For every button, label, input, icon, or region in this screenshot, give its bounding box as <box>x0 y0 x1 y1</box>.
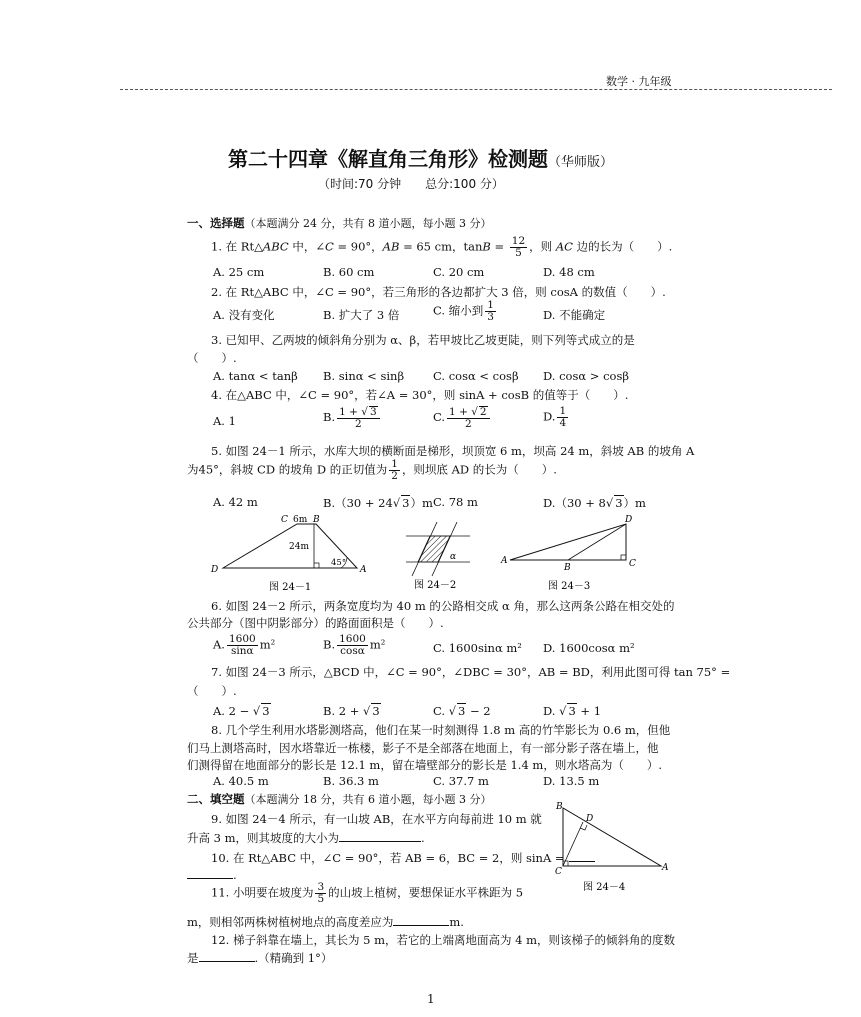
denominator: 5 <box>515 247 522 260</box>
q10-text: . <box>233 868 237 882</box>
q1-text: 1. 在 Rt△ <box>211 239 263 254</box>
title-main: 第二十四章《解直角三角形》检测题 <box>228 147 548 171</box>
q10-answer-blank-cont[interactable] <box>187 866 233 879</box>
q6-option-b <box>323 634 385 657</box>
label-alpha: α <box>450 552 457 562</box>
q4-d-label: D. <box>543 409 556 424</box>
denominator: 5 <box>317 893 325 906</box>
q7-c-text: − 2 <box>466 704 491 718</box>
radicand: 3 <box>568 704 576 718</box>
label-d: D <box>625 515 633 525</box>
page-number: 1 <box>427 992 435 1006</box>
numerator: 3 <box>317 881 325 893</box>
label-d: D <box>211 565 219 575</box>
question-12-line1: 12. 梯子斜靠在墙上，其长为 5 m，若它的上端离地面高为 4 m，则该梯子的倾斜角的度数 <box>211 933 676 947</box>
triangle-adc <box>510 524 626 560</box>
label-a: A <box>360 565 367 575</box>
question-6-line2: 公共部分（图中阴影部分）的路面面积是（ ）. <box>187 616 444 630</box>
question-8-line1: 8. 几个学生利用水塔影测塔高，他们在某一时刻测得 1.8 m 高的竹竿影长为 0.6 m，但他 <box>211 723 671 737</box>
triangle-abc <box>563 808 661 866</box>
caption-24-3: 图 24－3 <box>548 581 591 592</box>
label-angle: 45° <box>331 558 347 568</box>
num-text: 1 + <box>339 406 362 418</box>
q2-option-b: B. 扩大了 3 倍 <box>323 308 400 322</box>
q5-option-d: D.（30 + 8√ 3）m <box>543 496 646 510</box>
label-a: A <box>662 863 669 873</box>
question-8-line2: 们马上测塔高时，因水塔靠近一栋楼，影子不是全部落在地面上，有一部分影子落在墙上，他 <box>187 741 659 755</box>
figure-24-1 <box>205 512 370 592</box>
q2-option-c <box>433 300 498 323</box>
section-fill <box>187 791 491 807</box>
figure-24-2 <box>400 520 475 594</box>
question-5-line1: 5. 如图 24－1 所示，水库大坝的横断面是梯形，坝顶宽 6 m，坝高 24 m，斜坡 AB 的坡角 A <box>211 444 695 458</box>
denominator: 2 <box>355 418 362 431</box>
q5-option-c: C. 78 m <box>433 495 478 509</box>
q12-text: 是 <box>187 951 199 965</box>
numerator: 1 + √ 3 <box>337 406 380 419</box>
label-height: 24m <box>289 542 309 552</box>
question-6-line1: 6. 如图 24－2 所示，两条宽度均为 40 m 的公路相交成 α 角，那么这两条公路在相交处的 <box>211 599 675 613</box>
q12-answer-blank[interactable] <box>199 949 255 962</box>
section-note: （本题满分 18 分，共有 6 道小题，每小题 3 分） <box>244 793 492 806</box>
question-3-line1: 3. 已知甲、乙两坡的倾斜角分别为 α、β，若甲坡比乙坡更陡，则下列等式成立的是 <box>211 333 635 347</box>
denominator: 2 <box>391 470 398 483</box>
numerator: 12 <box>511 235 526 247</box>
q11-answer-blank[interactable] <box>393 913 449 926</box>
q4-option-d <box>543 406 570 429</box>
radicand: 3 <box>458 704 466 718</box>
q3-option-a: A. tanα < tanβ <box>213 369 298 383</box>
caption-24-1: 图 24－1 <box>269 582 312 592</box>
question-7-line2: （ ）. <box>187 684 237 698</box>
question-2: 2. 在 Rt△ABC 中，∠C = 90°，若三角形的各边都扩大 3 倍，则 cosA 的数值（ ）. <box>211 285 666 299</box>
right-angle-mark <box>314 563 319 568</box>
q7-c-text: C. <box>433 704 449 718</box>
q7-option-a: A. 2 − √ 3 <box>213 704 270 718</box>
q4-d-fraction <box>557 406 568 429</box>
q3-option-d: D. cosα > cosβ <box>543 369 630 383</box>
q11-text: 11. 小明要在坡度为 <box>211 885 314 900</box>
q11-text: m，则相邻两株树植树地点的高度差应为 <box>187 915 394 929</box>
denominator: 4 <box>559 417 567 430</box>
q6-option-c: C. 1600sinα m² <box>433 641 522 655</box>
page-title <box>228 143 613 172</box>
q11-text: 的山坡上植树，要想保证水平株距为 5 <box>328 885 524 900</box>
q5-d-text: D.（30 + 8 <box>543 496 606 510</box>
right-angle-mark <box>621 555 626 560</box>
q1-var: B <box>482 239 491 254</box>
question-9-line2 <box>187 829 425 846</box>
q5-fraction <box>389 459 400 482</box>
q1-text: ，则 <box>529 239 556 254</box>
section-name: 一、选择题 <box>187 216 245 230</box>
denominator: 2 <box>464 418 472 431</box>
q5-b-text: B.（30 + 24 <box>323 496 393 510</box>
q5-b-text: ）m <box>410 496 433 510</box>
q5-text: 为45°，斜坡 CD 的坡角 D 的正切值为 <box>187 462 388 477</box>
question-10-line1 <box>211 849 595 866</box>
denominator: sinα <box>231 645 254 658</box>
q3-option-c: C. cosα < cosβ <box>433 369 519 383</box>
q7-option-b: B. 2 + √ 3 <box>323 704 380 718</box>
question-3-line2: （ ）. <box>187 351 237 365</box>
q7-option-d: D. √ 3 + 1 <box>543 704 602 718</box>
title-time: （时间:70 分钟 总分:100 分） <box>318 177 504 191</box>
question-10-line2 <box>187 866 237 882</box>
q7-d-text: D. <box>543 704 560 718</box>
q1-text: = 90°， <box>333 239 383 254</box>
radicand: 2 <box>479 406 487 418</box>
radicand: 3 <box>402 496 410 510</box>
numerator: 1600 <box>339 633 366 645</box>
q6-b-unit: m² <box>369 637 386 652</box>
q7-option-c: C. √ 3 − 2 <box>433 704 491 718</box>
q8-option-c: C. 37.7 m <box>433 774 489 788</box>
q6-b-fraction <box>337 634 368 657</box>
q4-option-c <box>433 406 492 430</box>
numerator: 1 <box>391 458 398 470</box>
q1-var: C <box>325 239 334 254</box>
question-5-line2 <box>187 459 557 482</box>
q1-var: AB <box>382 239 400 254</box>
q1-var: AC <box>555 239 573 254</box>
altitude-cd <box>563 822 583 866</box>
q2-fraction <box>485 300 496 323</box>
q1-option-d: D. 48 cm <box>543 265 595 279</box>
numerator: 1 <box>487 299 494 311</box>
q1-text: = <box>490 239 508 254</box>
question-12-line2 <box>187 949 332 966</box>
label-top: 6m <box>293 515 308 525</box>
denominator: cosα <box>340 645 365 658</box>
q9-text: 升高 3 m，则其坡度的大小为 <box>187 831 340 845</box>
q5-option-b: B.（30 + 24√ 3）m <box>323 496 433 510</box>
segment-bd <box>568 524 626 560</box>
numerator: 1600 <box>228 633 256 645</box>
q12-text: .（精确到 1°） <box>254 951 333 965</box>
numerator: 1 + √ 2 <box>447 406 490 419</box>
q6-a-label: A. <box>213 637 225 652</box>
header-label: 数学 · 九年级 <box>606 75 672 88</box>
q4-option-a: A. 1 <box>213 414 236 428</box>
q9-text: . <box>421 831 425 845</box>
q2-c-text: C. 缩小到 <box>433 303 484 318</box>
numerator: 1 <box>559 405 567 417</box>
q8-option-a: A. 40.5 m <box>213 774 269 788</box>
section-choice <box>187 215 491 231</box>
q7-d-text: + 1 <box>576 704 602 718</box>
question-7-line1: 7. 如图 24－3 所示，△BCD 中，∠C = 90°，∠DBC = 30°，AB = BD，利用此图可得 tan 75° = <box>211 665 731 679</box>
q11-fraction <box>315 882 326 905</box>
num-text: 1 + <box>449 406 472 418</box>
q4-b-fraction <box>337 406 380 430</box>
q1-fraction <box>510 236 527 259</box>
q2-option-d: D. 不能确定 <box>543 308 606 322</box>
section-name: 二、填空题 <box>187 792 245 806</box>
label-c: C <box>281 515 288 525</box>
q8-option-b: B. 36.3 m <box>323 774 379 788</box>
caption-24-2: 图 24－2 <box>414 580 457 591</box>
q1-text: = 65 cm，tan <box>399 239 483 254</box>
question-9-line1: 9. 如图 24－4 所示，有一山坡 AB，在水平方向每前进 10 m 就 <box>211 812 542 826</box>
q6-option-d: D. 1600cosα m² <box>543 641 635 655</box>
question-8-line3: 们测得留在地面部分的影长是 12.1 m，留在墙壁部分的影长是 1.4 m，则水塔高为（ ）. <box>187 758 662 772</box>
q6-b-label: B. <box>323 637 336 652</box>
radicand: 3 <box>372 704 380 718</box>
label-a: A <box>501 556 508 566</box>
q6-a-fraction <box>227 634 258 657</box>
q10-text: 10. 在 Rt△ABC 中，∠C = 90°，若 AB = 6，BC = 2，则 sinA = <box>211 851 565 865</box>
caption-24-4: 图 24－4 <box>583 882 626 893</box>
question-4: 4. 在△ABC 中，∠C = 90°，若∠A = 30°，则 sinA + cosB 的值等于（ ）. <box>211 388 629 402</box>
denominator: 3 <box>487 311 494 324</box>
q1-option-a: A. 25 cm <box>213 265 265 279</box>
q3-option-b: B. sinα < sinβ <box>323 369 405 383</box>
q1-tri: ABC <box>262 239 289 254</box>
question-11-line1 <box>211 882 523 905</box>
section-note: （本题满分 24 分，共有 8 道小题，每小题 3 分） <box>244 217 492 230</box>
q7-b-text: B. 2 + <box>323 704 364 718</box>
q1-text: 中，∠ <box>288 239 325 254</box>
q4-c-fraction <box>447 406 490 430</box>
q11-text: m. <box>449 915 464 929</box>
label-b: B <box>564 563 571 573</box>
label-b: B <box>313 515 320 525</box>
question-11-line2 <box>187 913 464 930</box>
header-divider <box>120 89 832 90</box>
q5-d-text: ）m <box>623 496 646 510</box>
q4-b-label: B. <box>323 410 336 425</box>
shaded-area <box>418 536 450 562</box>
label-c: C <box>629 559 636 569</box>
q5-text: ，则坝底 AD 的长为（ ）. <box>401 462 557 477</box>
q1-option-c: C. 20 cm <box>433 265 485 279</box>
figure-24-4 <box>553 800 678 896</box>
q1-text: 边的长为（ ）. <box>572 239 673 254</box>
q7-a-text: A. 2 − <box>213 704 253 718</box>
label-d: D <box>586 814 594 824</box>
radicand: 3 <box>369 406 377 418</box>
title-edition: （华师版） <box>548 155 614 170</box>
figure-24-3 <box>498 512 643 594</box>
radicand: 3 <box>615 496 623 510</box>
question-1 <box>211 236 672 259</box>
q2-option-a: A. 没有变化 <box>213 308 275 322</box>
q6-a-unit: m² <box>259 637 276 652</box>
label-b: B <box>556 802 563 812</box>
q8-option-d: D. 13.5 m <box>543 774 600 788</box>
q4-c-label: C. <box>433 410 446 425</box>
q1-option-b: B. 60 cm <box>323 265 375 279</box>
q4-option-b <box>323 406 382 430</box>
q9-answer-blank[interactable] <box>339 829 421 842</box>
radicand: 3 <box>262 704 270 718</box>
q5-option-a: A. 42 m <box>213 495 258 509</box>
label-c: C <box>555 867 562 877</box>
q6-option-a <box>213 634 275 657</box>
